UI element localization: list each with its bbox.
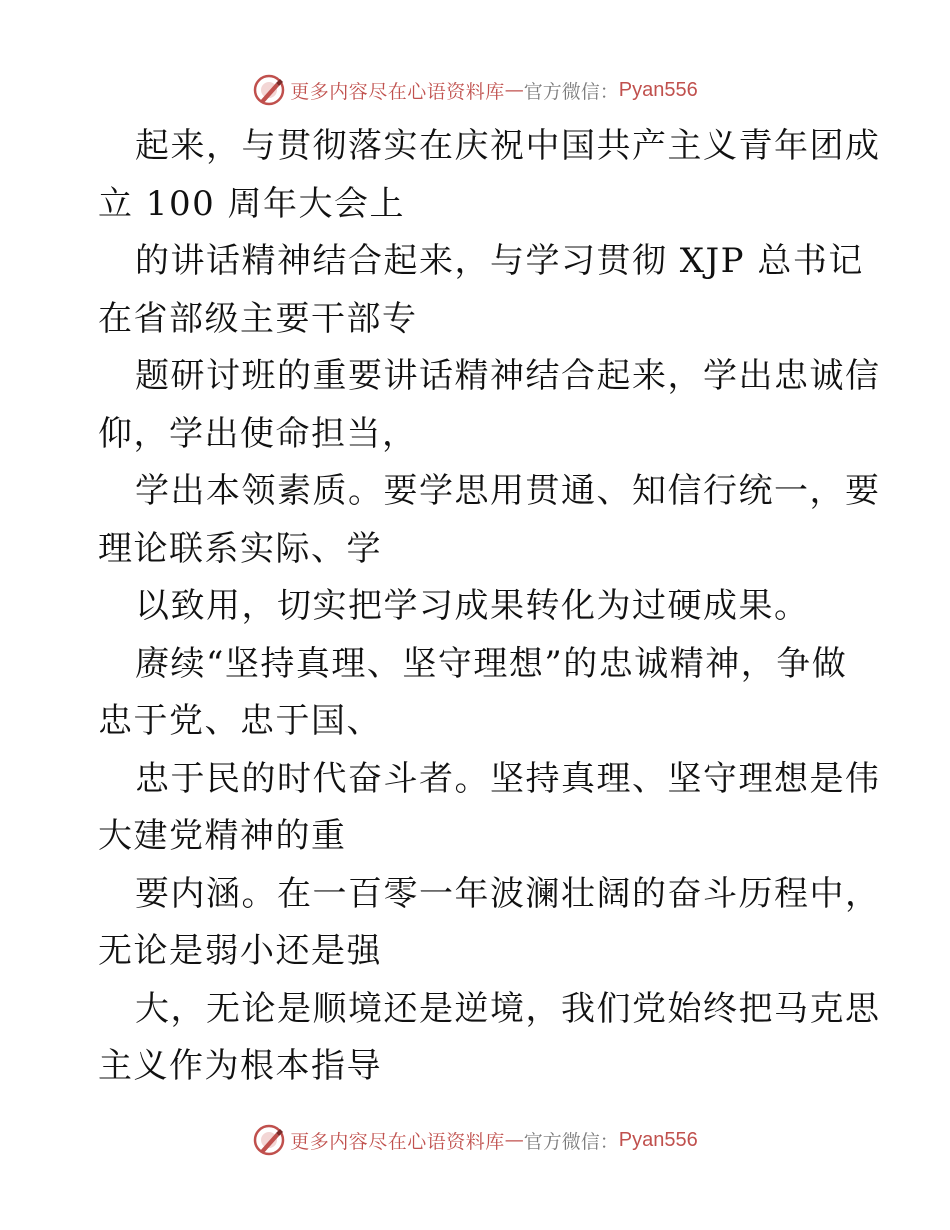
paragraph [98, 866, 881, 981]
footer-dash: — [504, 1129, 524, 1151]
paragraph-line: 忠于党、忠于国、 [98, 701, 382, 741]
paragraph [98, 118, 881, 233]
paragraph [98, 636, 858, 751]
document-body [98, 118, 881, 1096]
paragraph-line: 起来，与贯彻落实在庆祝中国共产主义青年团成 [135, 126, 881, 166]
paragraph-line: 主义作为根本指导 [98, 1046, 382, 1086]
paragraph-line: 赓续“坚持真理、坚守理想”的忠诚精神，争做 [135, 643, 848, 684]
paragraph-line: 无论是弱小还是强 [98, 931, 382, 971]
paragraph-line: 学出本领素质。要学思用贯通、知信行统一，要 [135, 471, 881, 511]
footer-wechat-id: Pyan556 [618, 1128, 698, 1151]
footer-wechat-label: 官方微信： [523, 1130, 619, 1153]
paragraph-line: 大，无论是顺境还是逆境，我们党始终把马克思 [135, 988, 881, 1029]
footer-brand: 更多内容尽在心语资料库 [290, 1130, 505, 1153]
paragraph [98, 348, 881, 463]
paragraph-line: 题研讨班的重要讲话精神结合起来，学出忠诚信 [135, 356, 881, 396]
paragraph-line: 的讲话精神结合起来，与学习贯彻 XJP 总书记 [135, 241, 864, 281]
paragraph [98, 463, 881, 578]
paragraph-line: 仰，学出使命担当， [98, 413, 418, 454]
paragraph [98, 751, 881, 866]
paragraph-line: 立 100 周年大会上 [98, 183, 406, 224]
paragraph [98, 578, 858, 636]
footer-banner [0, 1122, 950, 1158]
paragraph-line: 以致用，切实把学习成果转化为过硬成果。 [135, 586, 810, 626]
header-banner [0, 72, 950, 108]
header-wechat-label: 官方微信： [523, 80, 619, 103]
paragraph-line: 理论联系实际、学 [98, 528, 382, 569]
paragraph-line: 忠于民的时代奋斗者。坚持真理、坚守理想是伟 [135, 758, 881, 799]
header-dash: — [504, 79, 524, 101]
paragraph-line: 大建党精神的重 [98, 816, 347, 856]
paragraph [98, 233, 864, 348]
pen-logo-icon [252, 73, 286, 107]
paragraph [98, 981, 881, 1096]
pen-logo-icon [252, 1123, 286, 1157]
header-wechat-id: Pyan556 [618, 78, 698, 101]
paragraph-line: 要内涵。在一百零一年波澜壮阔的奋斗历程中， [135, 873, 881, 914]
header-brand: 更多内容尽在心语资料库 [290, 80, 505, 103]
paragraph-line: 在省部级主要干部专 [98, 298, 418, 339]
